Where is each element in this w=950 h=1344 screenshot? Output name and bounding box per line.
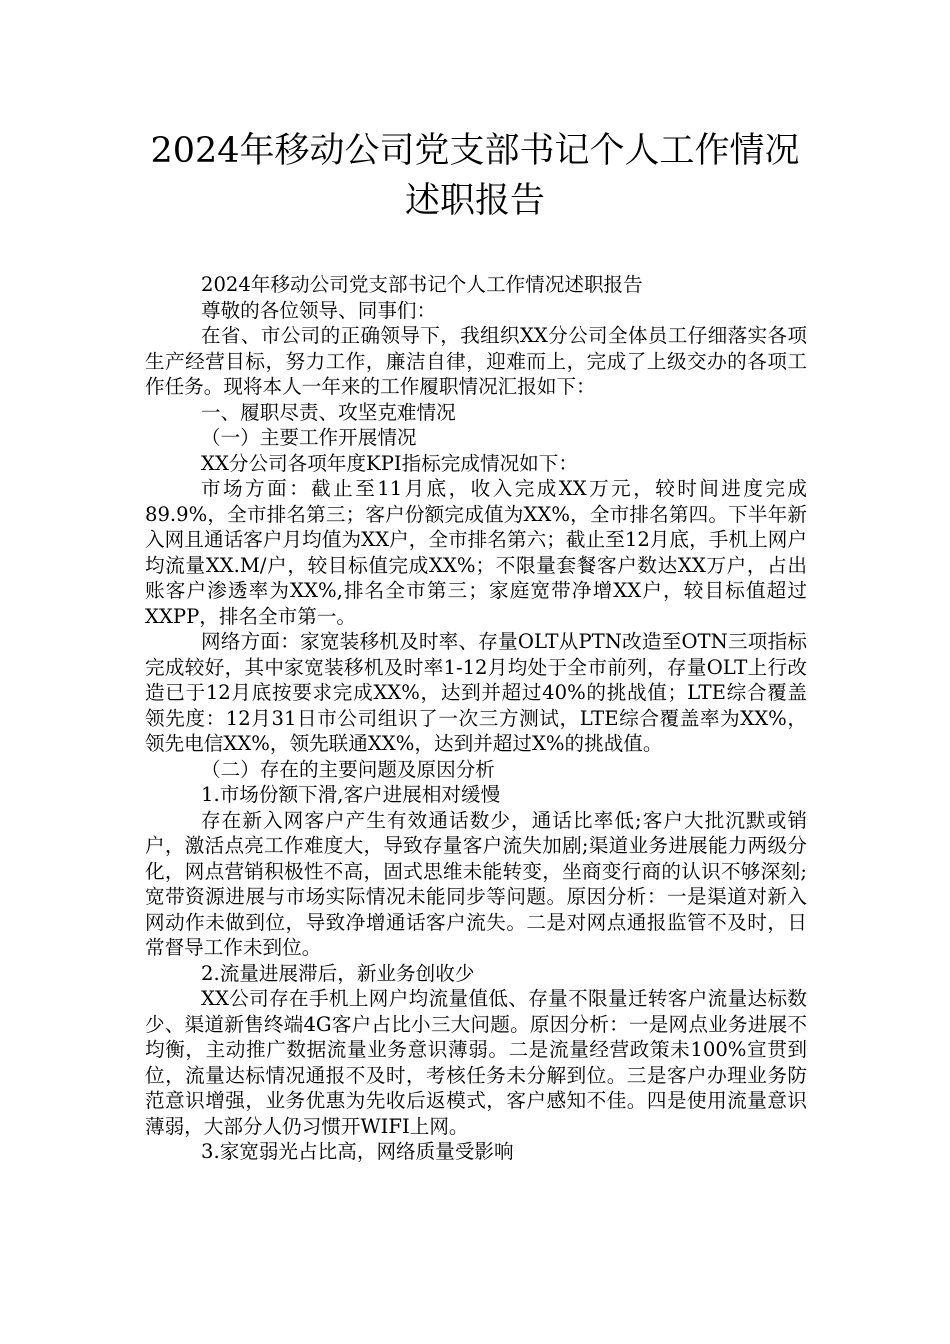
problem-heading-2: 2.流量进展滞后，新业务创收少 (201, 961, 475, 985)
section-heading-1: 一、履职尽责、攻坚克难情况 (201, 400, 456, 424)
subsection-heading-2: （二）存在的主要问题及原因分析 (201, 757, 495, 781)
problem-paragraph-2: XX公司存在手机上网户均流量值低、存量不限量迁转客户流量达标数少、渠道新售终端4G客户占比小三大问题。原因分析：一是网点业务进展不均衡，主动推广数据流量业务意识薄弱。二是流量经营政策未100%宣贯到位，流量达标情况通报不及时，考核任务未分解到位。三是客户办理业务防范意识增强，业务优惠为先收后返模式，客户感知不佳。四是使用流量意识薄弱，大部分人仍习惯开WIFI上网。 (145, 987, 807, 1138)
problem-heading-3: 3.家宽弱光占比高，网络质量受影响 (201, 1140, 514, 1163)
subsection-heading-1: （一）主要工作开展情况 (201, 426, 417, 449)
report-subtitle: 2024年移动公司党支部书记个人工作情况述职报告 (201, 273, 643, 296)
intro-paragraph: 在省、市公司的正确领导下，我组织XX分公司全体员工仔细落实各项生产经营目标，努力工作，廉洁自律，迎难而上，完成了上级交办的各项工作任务。现将本人一年来的工作履职情况汇报如下： (145, 324, 807, 398)
network-paragraph: 网络方面：家宽装移机及时率、存量OLT从PTN改造至OTN三项指标完成较好，其中家宽装移机及时率1-12月均处于全市前列，存量OLT上行改造已于12月底按要求完成XX%，达到并超过40%的挑战值；LTE综合覆盖领先度：12月31日市公司组识了一次三方测试，LTE综合覆盖率为XX%，领先电信XX%，领先联通XX%，达到并超过X%的挑战值。 (145, 630, 807, 755)
title-line-1: 2024年移动公司党支部书记个人工作情况 (150, 131, 800, 171)
problem-paragraph-1: 存在新入网客户产生有效通话数少，通话比率低;客户大批沉默或销户，激活点亮工作难度大，导致存量客户流失加剧;渠道业务进展能力两级分化，网点营销积极性不高，固式思维未能转变，坐商变行商的认识不够深刻;宽带资源进展与市场实际情况未能同步等问题。原因分析：一是渠道对新入网动作未做到位，导致净增通话客户流失。二是对网点通报监管不及时，日常督导工作未到位。 (145, 808, 807, 959)
market-paragraph: 市场方面：截止至11月底，收入完成XX万元，较时间进度完成89.9%，全市排名第三；客户份额完成值为XX%，全市排名第四。下半年新入网且通话客户月均值为XX户，全市排名第六；截止至12月底，手机上网户均流量XX.M/户，较目标值完成XX%；不限量套餐客户数达XX万户，占出账客户渗透率为XX%,排名全市第三；家庭宽带净增XX户，较目标值超过XXPP，排名全市第一。 (145, 477, 807, 628)
document-body (145, 272, 807, 1165)
salutation: 尊敬的各位领导、同事们： (201, 298, 437, 322)
kpi-intro: XX分公司各项年度KPI指标完成情况如下： (201, 451, 578, 475)
title-line-2: 述职报告 (404, 181, 545, 221)
document-title (145, 126, 805, 226)
problem-heading-1: 1.市场份额下滑,客户进展相对缓慢 (201, 783, 501, 806)
